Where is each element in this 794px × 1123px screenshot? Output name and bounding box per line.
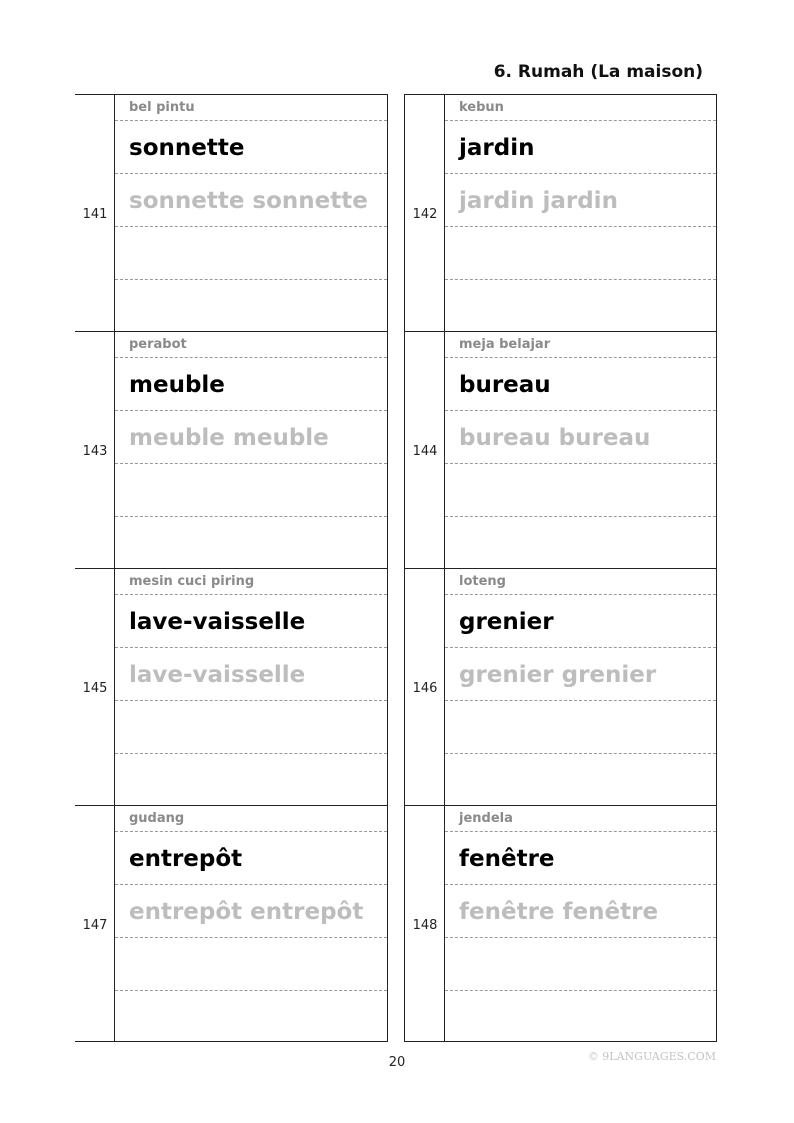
vocab-word: sonnette	[129, 135, 245, 161]
vocab-card	[75, 805, 388, 1042]
trace-text: grenier grenier	[459, 662, 657, 688]
word-row	[115, 595, 387, 648]
practice-line[interactable]	[115, 227, 387, 280]
word-row	[445, 595, 716, 648]
practice-line[interactable]	[445, 701, 716, 754]
vocab-card	[404, 94, 717, 331]
entry-number: 146	[412, 681, 438, 696]
entry-number: 148	[412, 918, 438, 933]
practice-line[interactable]	[445, 227, 716, 280]
vocab-card	[404, 331, 717, 568]
entry-number: 143	[82, 444, 108, 459]
vocab-card	[75, 331, 388, 568]
trace-row	[445, 411, 716, 464]
translation-label: mesin cuci piring	[115, 569, 387, 595]
vocab-word: bureau	[459, 372, 551, 398]
vocab-word: entrepôt	[129, 846, 243, 872]
trace-row	[445, 648, 716, 701]
translation-label: kebun	[445, 95, 716, 121]
vocab-word: lave-vaisselle	[129, 609, 306, 635]
number-cell	[75, 806, 115, 1041]
trace-text: entrepôt entrepôt	[129, 899, 364, 925]
trace-text: meuble meuble	[129, 425, 329, 451]
trace-row	[115, 411, 387, 464]
practice-line[interactable]	[445, 754, 716, 807]
translation-label: jendela	[445, 806, 716, 832]
trace-row	[445, 174, 716, 227]
practice-line[interactable]	[115, 991, 387, 1044]
vocab-word: grenier	[459, 609, 554, 635]
entry-number: 145	[82, 681, 108, 696]
practice-line[interactable]	[445, 464, 716, 517]
entry-number: 144	[412, 444, 438, 459]
copyright-notice: © 9LANGUAGES.COM	[587, 1050, 716, 1063]
practice-line[interactable]	[445, 938, 716, 991]
vocab-card	[404, 568, 717, 805]
trace-text: lave-vaisselle	[129, 662, 306, 688]
vocab-word: jardin	[459, 135, 535, 161]
number-cell	[405, 569, 445, 805]
number-cell	[405, 806, 445, 1041]
practice-line[interactable]	[115, 517, 387, 570]
trace-text: jardin jardin	[459, 188, 618, 214]
translation-label: meja belajar	[445, 332, 716, 358]
number-cell	[405, 95, 445, 331]
translation-label: perabot	[115, 332, 387, 358]
number-cell	[405, 332, 445, 568]
practice-line[interactable]	[115, 938, 387, 991]
translation-label: gudang	[115, 806, 387, 832]
translation-label: loteng	[445, 569, 716, 595]
right-column	[404, 94, 717, 1042]
page-number: 20	[388, 1055, 406, 1070]
practice-line[interactable]	[115, 701, 387, 754]
number-cell	[75, 332, 115, 568]
word-row	[115, 832, 387, 885]
trace-text: fenêtre fenêtre	[459, 899, 659, 925]
entry-number: 147	[82, 918, 108, 933]
left-column	[75, 94, 388, 1042]
practice-line[interactable]	[115, 280, 387, 333]
trace-text: sonnette sonnette	[129, 188, 368, 214]
word-row	[445, 121, 716, 174]
practice-line[interactable]	[445, 280, 716, 333]
word-row	[115, 121, 387, 174]
word-row	[445, 358, 716, 411]
trace-row	[445, 885, 716, 938]
entry-number: 142	[412, 207, 438, 222]
translation-label: bel pintu	[115, 95, 387, 121]
practice-line[interactable]	[115, 754, 387, 807]
vocab-card	[75, 94, 388, 331]
vocab-word: fenêtre	[459, 846, 555, 872]
practice-line[interactable]	[445, 991, 716, 1044]
practice-line[interactable]	[445, 517, 716, 570]
vocab-card	[404, 805, 717, 1042]
word-row	[445, 832, 716, 885]
vocab-word: meuble	[129, 372, 225, 398]
number-cell	[75, 95, 115, 331]
entry-number: 141	[82, 207, 108, 222]
vocab-card	[75, 568, 388, 805]
trace-row	[115, 174, 387, 227]
trace-row	[115, 648, 387, 701]
word-row	[115, 358, 387, 411]
trace-row	[115, 885, 387, 938]
page-title: 6. Rumah (La maison)	[493, 62, 703, 82]
practice-line[interactable]	[115, 464, 387, 517]
trace-text: bureau bureau	[459, 425, 651, 451]
number-cell	[75, 569, 115, 805]
